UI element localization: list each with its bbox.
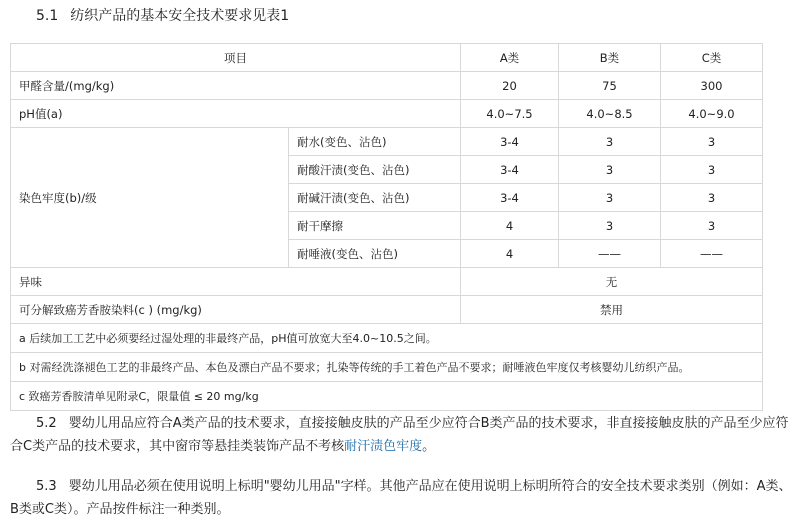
cell-class-b: 75 xyxy=(559,72,661,100)
cell-class-a: 4.0~7.5 xyxy=(461,100,559,128)
table-row-formaldehyde xyxy=(11,72,763,100)
safety-requirements-table xyxy=(10,43,763,411)
cell-class-c: 3 xyxy=(661,156,763,184)
paragraph-end: 。 xyxy=(422,439,436,454)
sub-row-label: 耐酸汗渍(变色、沾色) xyxy=(289,156,461,184)
paragraph-5-2 xyxy=(10,412,794,458)
table-note-row xyxy=(11,324,763,353)
cell-all-classes: 禁用 xyxy=(461,296,763,324)
row-label: 甲醛含量/(mg/kg) xyxy=(11,72,461,100)
header-class-a: A类 xyxy=(461,44,559,72)
sub-row-label: 耐唾液(变色、沾色) xyxy=(289,240,461,268)
cell-class-a: 4 xyxy=(461,240,559,268)
section-title: 纺织产品的基本安全技术要求见表1 xyxy=(70,8,290,24)
table-row-ph xyxy=(11,100,763,128)
cell-class-b: 3 xyxy=(559,212,661,240)
sub-row-label: 耐碱汗渍(变色、沾色) xyxy=(289,184,461,212)
header-class-c: C类 xyxy=(661,44,763,72)
paragraph-number: 5.3 xyxy=(36,479,57,494)
paragraph-5-3 xyxy=(10,475,794,521)
cell-class-b: 3 xyxy=(559,184,661,212)
table-note-a: a 后续加工工艺中必须要经过湿处理的非最终产品，pH值可放宽大至4.0~10.5之间。 xyxy=(11,324,763,353)
cell-class-a: 4 xyxy=(461,212,559,240)
row-label: 异味 xyxy=(11,268,461,296)
paragraph-text: 婴幼儿用品必须在使用说明上标明"婴幼儿用品"字样。其他产品应在使用说明上标明所符合的安全技术要求类别（例如：A类、B类或C类）。产品按件标注一种类别。 xyxy=(10,479,792,517)
header-class-b: B类 xyxy=(559,44,661,72)
row-label: 可分解致癌芳香胺染料(c ) (mg/kg) xyxy=(11,296,461,324)
colorfastness-sweat-link[interactable]: 耐汗渍色牢度 xyxy=(344,439,423,454)
table-row-colorfastness-water xyxy=(11,128,763,156)
sub-row-label: 耐干摩擦 xyxy=(289,212,461,240)
cell-all-classes: 无 xyxy=(461,268,763,296)
table-note-row xyxy=(11,382,763,411)
cell-class-c: 3 xyxy=(661,184,763,212)
table-note-row xyxy=(11,353,763,382)
cell-class-a: 3-4 xyxy=(461,128,559,156)
header-item: 项目 xyxy=(11,44,461,72)
cell-class-b: 3 xyxy=(559,128,661,156)
colorfastness-group-label: 染色牢度(b)/级 xyxy=(11,128,289,268)
cell-class-c: 300 xyxy=(661,72,763,100)
cell-class-c: 3 xyxy=(661,128,763,156)
row-label: pH值(a) xyxy=(11,100,461,128)
table-header-row xyxy=(11,44,763,72)
cell-class-c: 4.0~9.0 xyxy=(661,100,763,128)
cell-class-a: 20 xyxy=(461,72,559,100)
table-row-odor xyxy=(11,268,763,296)
paragraph-number: 5.2 xyxy=(36,416,57,431)
cell-class-b: 4.0~8.5 xyxy=(559,100,661,128)
section-number: 5.1 xyxy=(36,8,59,24)
cell-class-b: —— xyxy=(559,240,661,268)
paragraph-text: 婴幼儿用品应符合A类产品的技术要求，直接接触皮肤的产品至少应符合B类产品的技术要求，非直接接触皮肤的产品至少应符合C类产品的技术要求，其中窗帘等悬挂类装饰产品不考核 xyxy=(10,416,789,454)
cell-class-b: 3 xyxy=(559,156,661,184)
sub-row-label: 耐水(变色、沾色) xyxy=(289,128,461,156)
section-heading xyxy=(36,6,289,26)
table-row-azo-dyes xyxy=(11,296,763,324)
table-note-b: b 对需经洗涤褪色工艺的非最终产品、本色及漂白产品不要求；扎染等传统的手工着色产品不要求；耐唾液色牢度仅考核婴幼儿纺织产品。 xyxy=(11,353,763,382)
cell-class-c: —— xyxy=(661,240,763,268)
cell-class-a: 3-4 xyxy=(461,156,559,184)
cell-class-c: 3 xyxy=(661,212,763,240)
table-note-c: c 致癌芳香胺清单见附录C，限量值 ≤ 20 mg/kg xyxy=(11,382,763,411)
cell-class-a: 3-4 xyxy=(461,184,559,212)
